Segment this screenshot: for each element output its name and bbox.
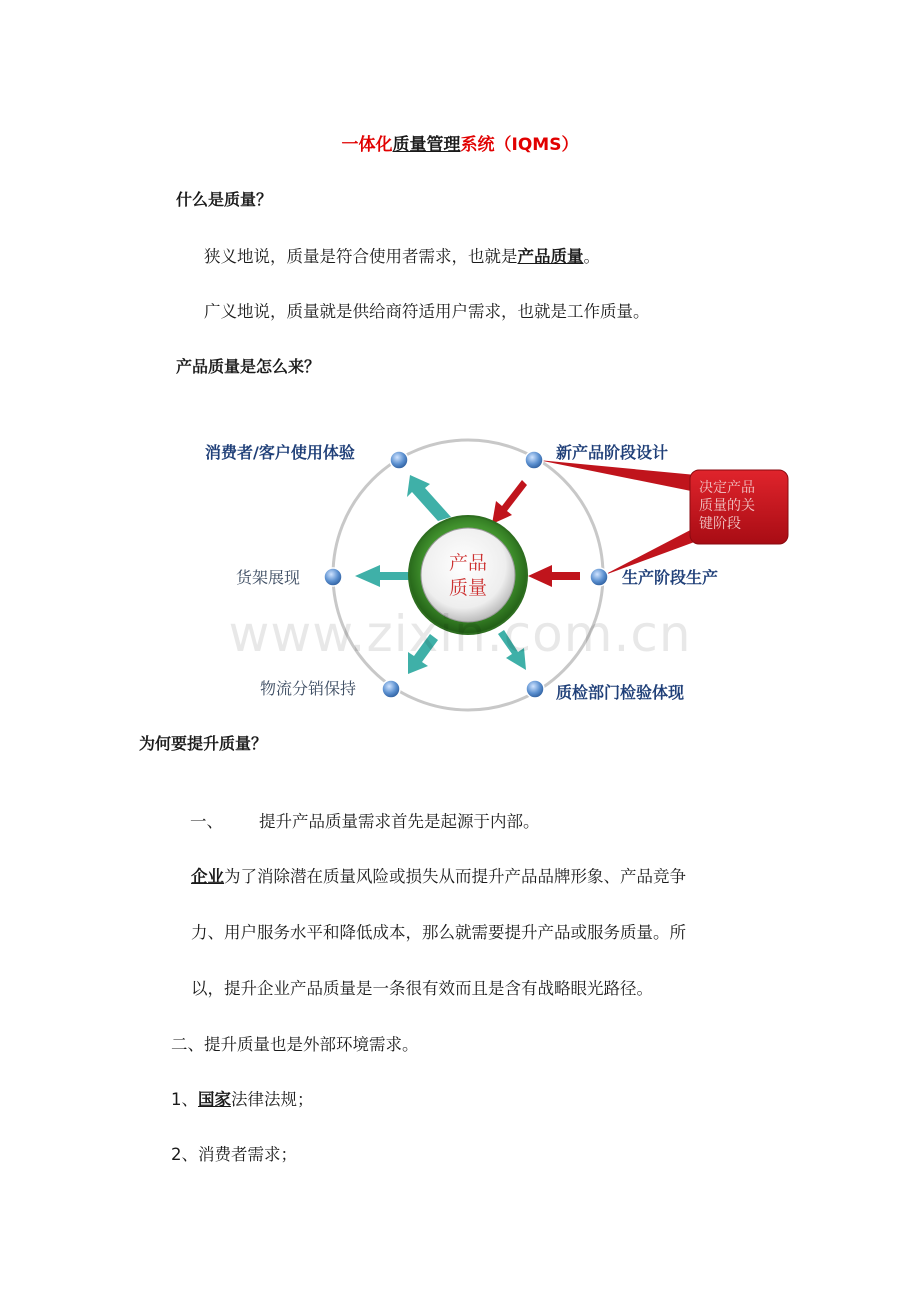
node-production	[590, 568, 608, 586]
label-logistics: 物流分销保持	[260, 679, 357, 698]
paragraph-narrow-definition	[204, 243, 600, 267]
product-quality-diagram	[180, 420, 800, 720]
node-consumer	[390, 451, 408, 469]
label-shelf: 货架展现	[236, 568, 301, 587]
node-shelf	[324, 568, 342, 586]
document-title	[0, 130, 920, 155]
arrow-from-design	[492, 480, 527, 524]
link-country[interactable]: 国家	[198, 1090, 231, 1109]
enterprise-line1-text: 为了消除潜在质量风险或损失从而提升产品品牌形象、产品竞争	[224, 867, 686, 886]
link-product-quality[interactable]: 产品质量	[517, 247, 584, 266]
label-consumer: 消费者/客户使用体验	[205, 443, 355, 462]
enterprise-line3: 以，提升企业产品质量是一条很有效而且是含有战略眼光路径。	[191, 979, 653, 998]
node-logistics	[382, 680, 400, 698]
list-item-1	[171, 1086, 314, 1110]
enterprise-line1	[191, 863, 686, 887]
link-enterprise[interactable]: 企业	[191, 867, 224, 886]
list-item-1-number: 1、	[171, 1090, 198, 1109]
list-item-1-text: 法律法规；	[231, 1090, 314, 1109]
title-link-quality-management[interactable]: 质量管理	[392, 135, 461, 155]
heading-where-quality-comes-from: 产品质量是怎么来？	[176, 357, 321, 376]
item-one-number: 一、	[190, 812, 223, 831]
enterprise-line2: 力、用户服务水平和降低成本，那么就需要提升产品或服务质量。所	[191, 923, 686, 942]
label-production: 生产阶段生产	[622, 568, 719, 587]
item-one-text: 提升产品质量需求首先是起源于内部。	[259, 812, 540, 831]
paragraph-narrow-text: 狭义地说，质量是符合使用者需求，也就是	[204, 247, 518, 266]
item-two: 二、提升质量也是外部环境需求。	[171, 1035, 419, 1054]
arrow-to-shelf	[355, 565, 410, 587]
callout-line1: 决定产品	[699, 480, 755, 496]
arrow-from-production	[528, 565, 580, 587]
list-item-2: 2、消费者需求；	[171, 1145, 297, 1164]
center-label-line1: 产品	[448, 552, 488, 574]
paragraph-narrow-end: 。	[583, 247, 600, 266]
node-qc	[526, 680, 544, 698]
title-part-3: 系统（IQMS）	[460, 135, 579, 155]
watermark: www.zixin.com.cn	[228, 605, 692, 663]
callout-line2: 质量的关	[699, 498, 755, 514]
title-part-1: 一体化	[341, 135, 393, 155]
center-label-line2: 质量	[448, 577, 488, 599]
heading-what-is-quality: 什么是质量？	[176, 190, 273, 209]
arrow-to-consumer	[407, 475, 451, 521]
callout-line3: 键阶段	[699, 516, 741, 532]
node-design	[525, 451, 543, 469]
paragraph-broad-definition: 广义地说，质量就是供给商符适用户需求，也就是工作质量。	[204, 302, 650, 321]
label-qc: 质检部门检验体现	[556, 683, 685, 702]
label-design: 新产品阶段设计	[556, 443, 669, 462]
item-one	[190, 808, 540, 832]
heading-why-improve-quality: 为何要提升质量？	[139, 734, 268, 753]
